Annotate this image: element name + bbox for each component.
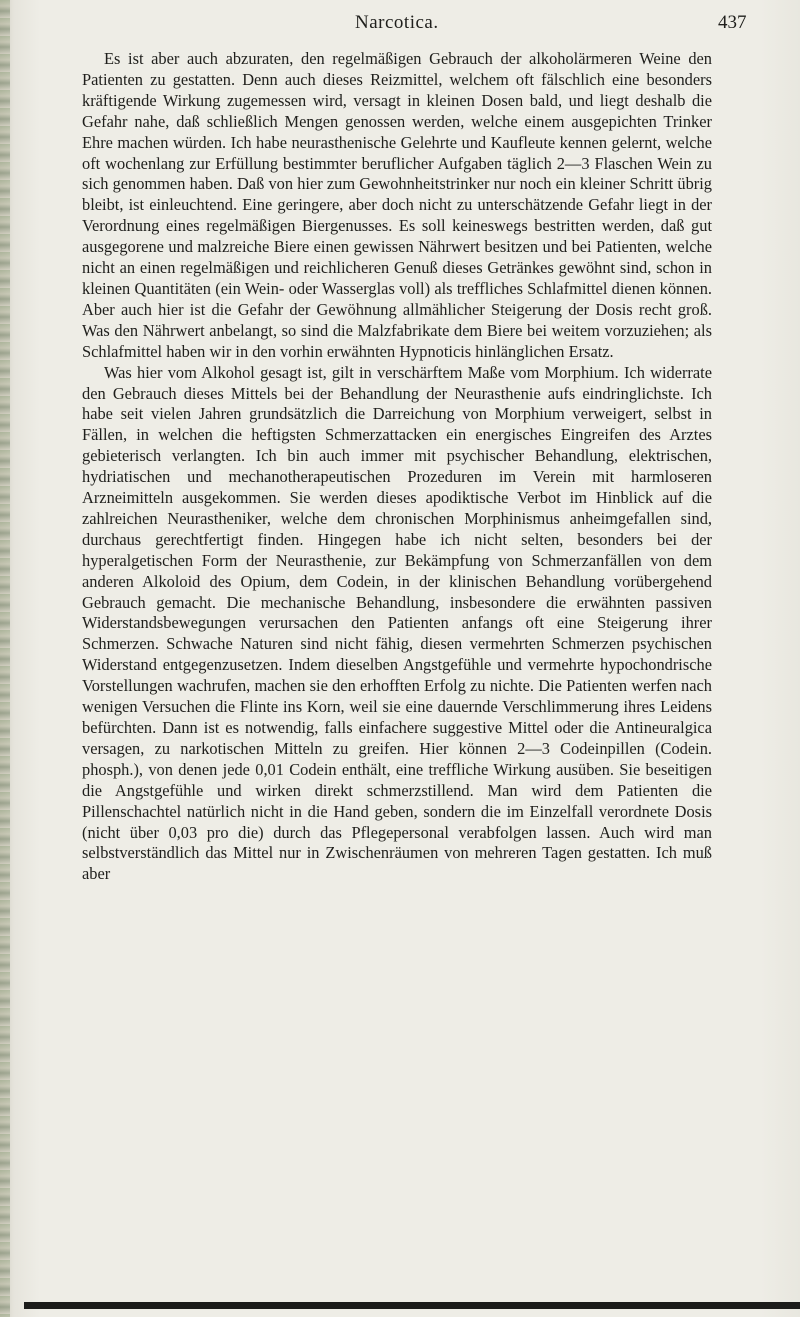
page-header xyxy=(0,10,800,40)
page-number: 437 xyxy=(718,12,747,33)
bottom-rule xyxy=(24,1302,800,1309)
body-text xyxy=(82,49,712,885)
paragraph: Es ist aber auch abzuraten, den regelmäßigen Gebrauch der alkoholärmeren Weine den Patienten zu gestatten. Denn auch dieses Reizmittel, welchem oft fälschlich eine besonders kräftigende Wirkung zugemessen wird, versagt in kleinen Dosen bald, und liegt deshalb die Gefahr nahe, daß schließlich Mengen genossen werden, welche einem ausgepichten Trinker Ehre machen würden. Ich habe neurasthenische Gelehrte und Kaufleute kennen gelernt, welche oft wochenlang zur Erfüllung bestimmter beruflicher Aufgaben täglich 2—3 Flaschen Wein zu sich genommen haben. Daß von hier zum Gewohnheitstrinker nur noch ein kleiner Schritt übrig bleibt, ist einleuchtend. Eine geringere, aber doch nicht zu unterschätzende Gefahr liegt in der Verordnung eines regelmäßigen Biergenusses. Es soll keineswegs bestritten werden, daß gut ausgegorene und malzreiche Biere einen gewissen Nährwert besitzen und bei Patienten, welche nicht an einen regelmäßigen und reichlicheren Genuß dieses Getränkes gewöhnt sind, schon in kleinen Quantitäten (ein Wein- oder Wasserglas voll) als treffliches Schlafmittel dienen können. Aber auch hier ist die Gefahr der Gewöhnung allmählicher Steigerung der Dosis recht groß. Was den Nährwert anbelangt, so sind die Malzfabrikate dem Biere bei weitem vorzuziehen; als Schlafmittel haben wir in den vorhin erwähnten Hypnoticis hinlänglichen Ersatz. xyxy=(82,49,712,361)
running-head: Narcotica. xyxy=(355,12,439,33)
paragraph: Was hier vom Alkohol gesagt ist, gilt in verschärftem Maße vom Morphium. Ich widerrate den Gebrauch dieses Mittels bei der Behandlung der Neurasthenie aufs eindringlichste. Ich habe seit vielen Jahren grundsätzlich die Darreichung von Morphium verweigert, selbst in Fällen, in welchen die heftigsten Schmerzattacken ein energisches Eingreifen des Arztes gebieterisch verlangten. Ich bin auch immer mit psychischer Behandlung, elektrischen, hydriatischen und mechanotherapeutischen Prozeduren im Verein mit harmloseren Arzneimitteln ausgekommen. Sie werden dieses apodiktische Verbot im Hinblick auf die zahlreichen Neurastheniker, welche dem chronischen Morphinismus anheimgefallen sind, durchaus gerechtfertigt finden. Hingegen habe ich nicht selten, besonders bei der hyperalgetischen Form der Neurasthenie, zur Bekämpfung von Schmerzanfällen von dem anderen Alkoloid des Opium, dem Codein, in der klinischen Behandlung vorübergehend Gebrauch gemacht. Die mechanische Behandlung, insbesondere die erwähnten passiven Widerstandsbewegungen verursachen den Patienten anfangs oft eine Steigerung ihrer Schmerzen. Schwache Naturen sind nicht fähig, diesen vermehrten Schmerzen psychischen Widerstand entgegenzusetzen. Indem dieselben Angstgefühle und vermehrte hypochondrische Vorstellungen wachrufen, machen sie den erhofften Erfolg zu nichte. Die Patienten werfen nach wenigen Versuchen die Flinte ins Korn, weil sie eine dauernde Verschlimmerung ihres Leidens befürchten. Dann ist es notwendig, falls einfachere suggestive Mittel oder die Antineuralgica versagen, zu narkotischen Mitteln zu greifen. Hier können 2—3 Codeinpillen (Codein. phosph.), von denen jede 0,01 Codein enthält, eine treffliche Wirkung ausüben. Sie beseitigen die Angstgefühle und wirken direkt schmerzstillend. Man wird dem Patienten die Pillenschachtel natürlich nicht in die Hand geben, sondern die im Einzelfall verordnete Dosis (nicht über 0,03 pro die) durch das Pflegepersonal verabfolgen lassen. Auch wird man selbstverständlich das Mittel nur in Zwischenräumen von mehreren Tagen gestatten. Ich muß aber xyxy=(82,362,712,884)
page-binding-edge xyxy=(0,0,10,1317)
